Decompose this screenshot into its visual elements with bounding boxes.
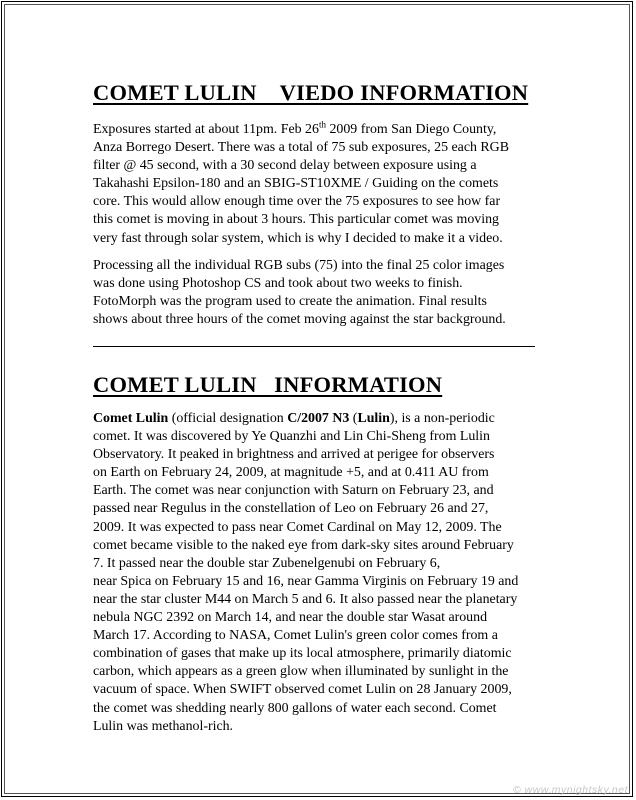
paragraph-line: nebula NGC 2392 on March 14, and near the double star Wasat around xyxy=(93,610,488,626)
ordinal-suffix: th xyxy=(318,119,326,130)
comet-info-heading: COMET LULIN INFORMATION xyxy=(93,372,443,397)
paragraph-line: 2009. It was expected to pass near Comet Cardinal on May 12, 2009. The xyxy=(93,519,502,535)
paragraph-line: core. This would allow enough time over the 75 exposures to see how far xyxy=(93,194,501,210)
paragraph-line: Lulin was methanol-rich. xyxy=(93,718,234,734)
video-info-paragraph-2 xyxy=(93,257,563,329)
comet-designation: C/2007 N3 xyxy=(287,411,350,426)
paragraph-line: the comet was shedding nearly 800 gallons of water each second. Comet xyxy=(93,700,497,716)
paragraph-line: this comet is moving in about 3 hours. This particular comet was moving xyxy=(93,212,499,228)
paragraph-line: near Spica on February 15 and 16, near Gamma Virginis on February 19 and xyxy=(93,573,519,589)
comet-lulin-label: Lulin xyxy=(357,411,390,426)
paragraph-line: March 17. According to NASA, Comet Lulin's green color comes from a xyxy=(93,628,498,644)
paragraph-line: Comet Lulin (official designation C/2007 N3 (Lulin), is a non-periodic xyxy=(93,411,495,426)
paragraph-line: Takahashi Epsilon-180 and an SBIG-ST10XME / Guiding on the comets xyxy=(93,176,499,192)
paragraph-line: combination of gases that make up its local atmosphere, primarily diatomic xyxy=(93,646,512,662)
paragraph-line: shows about three hours of the comet moving against the star background. xyxy=(93,312,506,328)
paragraph-line: Exposures started at about 11pm. Feb 26th 2009 from San Diego County, xyxy=(93,119,497,137)
paragraph-line: filter @ 45 second, with a 30 second delay between exposure using a xyxy=(93,158,477,174)
paragraph-line: was done using Photoshop CS and took about two weeks to finish. xyxy=(93,276,463,292)
paragraph-line: Observatory. It peaked in brightness and arrived at perigee for observers xyxy=(93,447,495,463)
comet-name: Comet Lulin xyxy=(93,411,169,426)
paragraph-line: Processing all the individual RGB subs (75) into the final 25 color images xyxy=(93,258,505,273)
paragraph-line: Earth. The comet was near conjunction with Saturn on February 23, and xyxy=(93,483,494,499)
comet-info-paragraph xyxy=(93,410,563,736)
paragraph-line: very fast through solar system, which is why I decided to make it a video. xyxy=(93,230,503,246)
watermark: © www.mynightsky.net xyxy=(513,784,628,796)
paragraph-line: passed near Regulus in the constellation of Leo on February 26 and 27, xyxy=(93,501,489,517)
video-info-paragraph-1 xyxy=(93,121,563,248)
paragraph-line: comet became visible to the naked eye from dark-sky sites around February xyxy=(93,537,514,553)
paragraph-line: on Earth on February 24, 2009, at magnitude +5, and at 0.411 AU from xyxy=(93,465,489,481)
paragraph-line: comet. It was discovered by Ye Quanzhi and Lin Chi-Sheng from Lulin xyxy=(93,429,490,445)
paragraph-line: FotoMorph was the program used to create the animation. Final results xyxy=(93,294,487,310)
paragraph-line: carbon, which appears as a green glow when illuminated by sunlight in the xyxy=(93,664,509,680)
section-divider xyxy=(93,346,535,347)
paragraph-line: 7. It passed near the double star Zubenelgenubi on February 6, xyxy=(93,555,441,571)
paragraph-line: vacuum of space. When SWIFT observed comet Lulin on 28 January 2009, xyxy=(93,682,512,698)
paragraph-line: Anza Borrego Desert. There was a total of 75 sub exposures, 25 each RGB xyxy=(93,140,509,156)
video-info-heading: COMET LULIN VIEDO INFORMATION xyxy=(93,80,529,105)
paragraph-line: near the star cluster M44 on March 5 and 6. It also passed near the planetary xyxy=(93,591,518,607)
